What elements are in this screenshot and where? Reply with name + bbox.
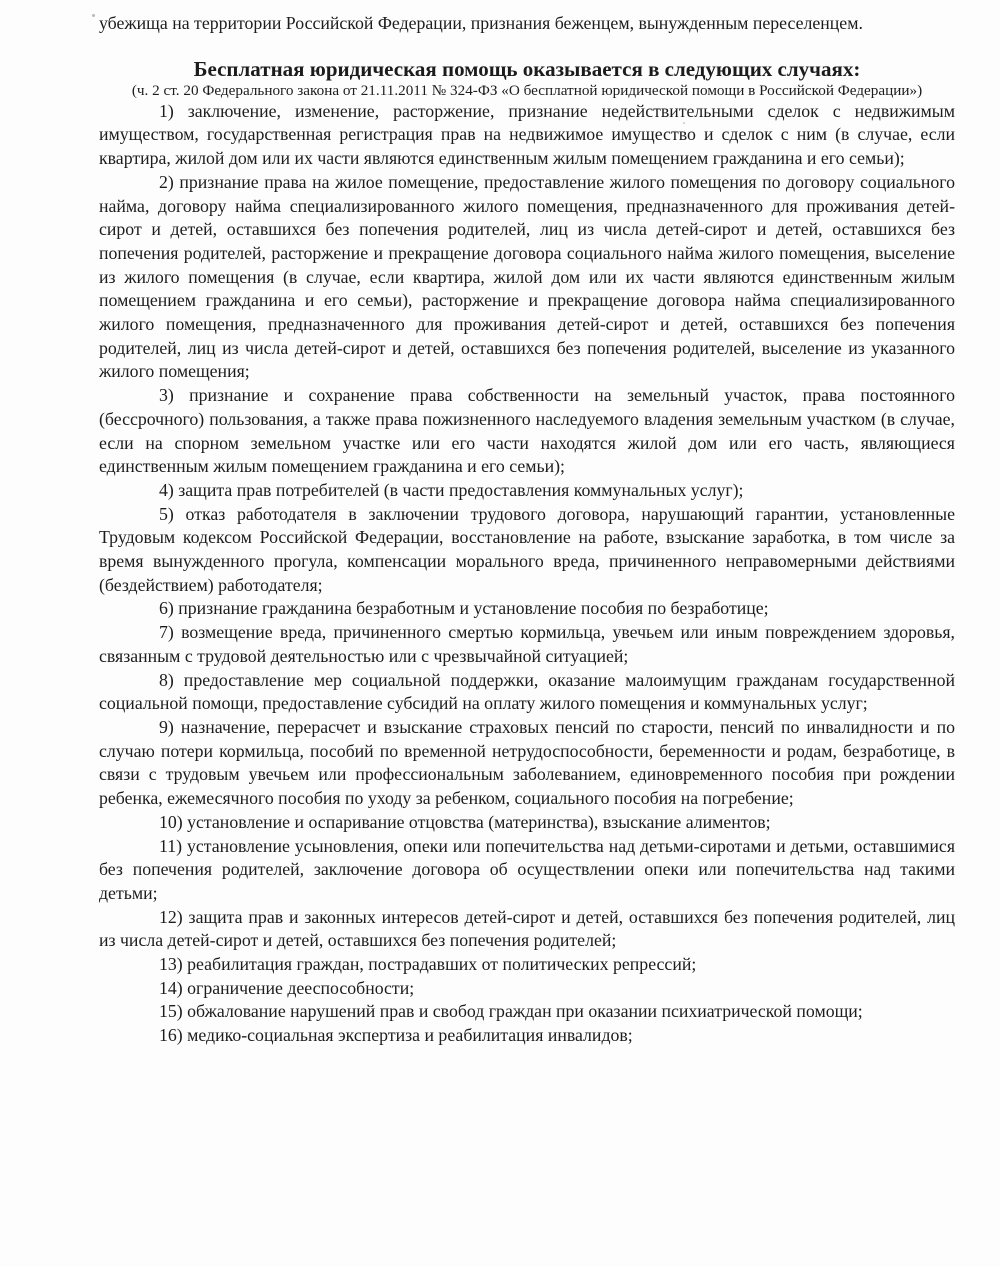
- document-body: [99, 12, 955, 1048]
- list-item: 6) признание гражданина безработным и установление пособия по безработице;: [159, 598, 769, 619]
- list-item: 5) отказ работодателя в заключении трудового договора, нарушающий гарантии, установленные Трудовым кодексом Российской Федерации, восстановление на работе, взыскание заработка, в том числе за время вынужденного прогула, компенсации морального вреда, причиненного неправомерными действиями (бездействием) работодателя;: [99, 503, 955, 595]
- legal-reference: (ч. 2 ст. 20 Федерального закона от 21.11.2011 № 324-ФЗ «О бесплатной юридической помощи в Российской Федерации»): [131, 81, 923, 99]
- list-item: 9) назначение, перерасчет и взыскание страховых пенсий по старости, пенсий по инвалидности и по случаю потери кормильца, пособий по временной нетрудоспособности, беременности и родам, безработице, в связи с трудовым увечьем или профессиональным заболеванием, единовременного пособия при рождении ребенка, ежемесячного пособия по уходу за ребенком, социального пособия на погребение;: [99, 716, 955, 809]
- list-item: 16) медико-социальная экспертиза и реабилитация инвалидов;: [159, 1025, 633, 1046]
- list-item: 1) заключение, изменение, расторжение, признание недействительными сделок с недвижимым имуществом, государственная регистрация прав на недвижимое имущество и сделок с ним (в случае, если квартира, жилой дом или их части являются единственным жилым помещением гражданина и его семьи);: [99, 100, 955, 169]
- list-item: 10) установление и оспаривание отцовства (материнства), взыскание алиментов;: [159, 811, 771, 832]
- scan-speck: [92, 14, 95, 17]
- list-item: 11) установление усыновления, опеки или попечительства над детьми-сиротами и детьми, оставшимися без попечения родителей, заключение договора об осуществлении опеки или попечительства над такими детьми;: [99, 835, 955, 903]
- list-item: 14) ограничение дееспособности;: [159, 977, 415, 998]
- list-item: 8) предоставление мер социальной поддержки, оказание малоимущим гражданам государственной социальной помощи, предоставление субсидий на оплату жилого помещения и коммунальных услуг;: [99, 669, 955, 714]
- intro-paragraph: убежища на территории Российской Федерации, признания беженцем, вынужденным переселенцем.: [99, 13, 863, 33]
- list-item: 15) обжалование нарушений прав и свобод граждан при оказании психиатрической помощи;: [159, 1001, 863, 1022]
- list-item: 7) возмещение вреда, причиненного смертью кормильца, увечьем или иным повреждением здоровья, связанным с трудовой деятельностью или с чрезвычайной ситуацией;: [99, 622, 955, 666]
- section-heading: Бесплатная юридическая помощь оказывается в следующих случаях:: [193, 56, 861, 81]
- list-item: 13) реабилитация граждан, пострадавших от политических репрессий;: [159, 954, 697, 975]
- cases-list: [99, 100, 955, 1048]
- list-item: 2) признание права на жилое помещение, предоставление жилого помещения по договору социального найма, договору найма специализированного жилого помещения, предназначенного для проживания детей-сирот и детей, оставшихся без попечения родителей, лиц из числа детей-сирот и детей, оставшихся без попечения родителей, расторжение и прекращение договора социального найма жилого помещения, выселение из жилого помещения (в случае, если квартира, жилой дом или их части являются единственным жилым помещением гражданина и его семьи), расторжение и прекращение договора найма специализированного жилого помещения, предназначенного для проживания детей-сирот и детей, оставшихся без попечения родителей, лиц из числа детей-сирот и детей, оставшихся без попечения родителей, выселение из указанного жилого помещения;: [99, 171, 955, 382]
- list-item: 4) защита прав потребителей (в части предоставления коммунальных услуг);: [159, 479, 744, 500]
- list-item: 3) признание и сохранение права собственности на земельный участок, права постоянного (бессрочного) пользования, а также права пожизненного наследуемого владения земельным участком (в случае, если на спорном земельном участке или его части находятся жилой дом или его часть, являющиеся единственным жилым помещением гражданина и его семьи);: [99, 385, 955, 477]
- list-item: 12) защита прав и законных интересов детей-сирот и детей, оставшихся без попечения родителей, лиц из числа детей-сирот и детей, оставшихся без попечения родителей;: [99, 906, 955, 951]
